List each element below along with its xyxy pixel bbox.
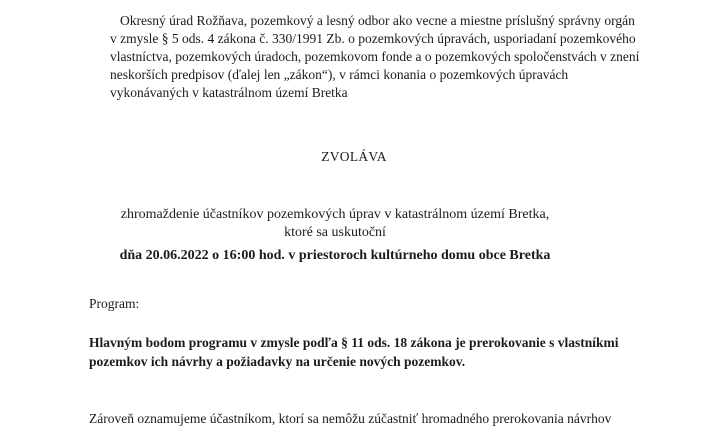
assembly-line-1: zhromaždenie účastníkov pozemkových úprav v katastrálnom území Bretka, [120, 207, 550, 222]
intro-paragraph [110, 12, 680, 102]
program-line-2: pozemkov ich návrhy a požiadavky na určenie nových pozemkov. [89, 354, 466, 369]
heading-zvolava [0, 149, 720, 165]
intro-line-1: Okresný úrad Rožňava, pozemkový a lesný odbor ako vecne a miestne príslušný správny orgán [120, 13, 635, 28]
assembly-line-2: ktoré sa uskutoční [284, 225, 386, 240]
assembly-announcement [0, 206, 720, 265]
program-main-point [89, 333, 689, 371]
intro-line-2: v zmysle § 5 ods. 4 zákona č. 330/1991 Zb. o pozemkových úpravách, usporiadaní pozemkového [110, 31, 636, 46]
program-line-1: Hlavným bodom programu v zmysle podľa § 11 ods. 18 zákona je prerokovanie s vlastníkmi [89, 335, 619, 350]
assembly-date-location: dňa 20.06.2022 o 16:00 hod. v priestoroch kultúrneho domu obce Bretka [119, 248, 551, 263]
intro-line-3: vlastníctva, pozemkových úradoch, pozemkovom fonde a o pozemkových spoločenstvách v znení [110, 49, 640, 64]
intro-line-5: vykonávaných v katastrálnom území Bretka [110, 85, 348, 100]
program-label: Program: [89, 296, 140, 311]
cutoff-line: Zároveň oznamujeme účastníkom, ktorí sa nemôžu zúčastniť hromadného prerokovania návrhov [89, 411, 612, 426]
intro-line-4: neskorších predpisov (ďalej len „zákon“), v rámci konania o pozemkových úpravách [110, 67, 569, 82]
heading-text: ZVOLÁVA [321, 149, 387, 164]
